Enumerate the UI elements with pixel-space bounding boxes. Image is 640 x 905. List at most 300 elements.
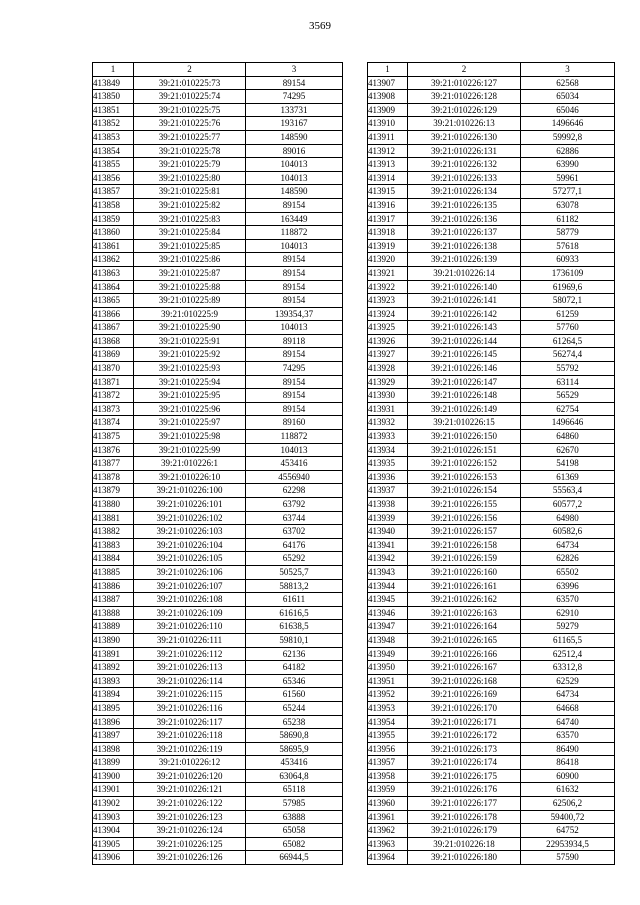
table-row [368, 579, 615, 593]
cadastral-number-cell: 39:21:010225:93 [134, 362, 246, 376]
table-row [368, 90, 615, 104]
value-cell: 64734 [521, 538, 615, 552]
table-row [368, 348, 615, 362]
table-row [93, 661, 343, 675]
row-number-cell: 413876 [93, 443, 134, 457]
value-cell: 61369 [521, 470, 615, 484]
row-number-cell: 413917 [368, 212, 408, 226]
table-row [93, 90, 343, 104]
table-row [93, 837, 343, 851]
value-cell: 57277,1 [521, 185, 615, 199]
cadastral-number-cell: 39:21:010226:116 [134, 701, 246, 715]
table-row [93, 375, 343, 389]
table-row [368, 334, 615, 348]
table-row [368, 103, 615, 117]
table-row [93, 185, 343, 199]
row-number-cell: 413879 [93, 484, 134, 498]
row-number-cell: 413858 [93, 198, 134, 212]
cadastral-number-cell: 39:21:010226:168 [408, 674, 521, 688]
table-row [368, 756, 615, 770]
value-cell: 64752 [521, 824, 615, 838]
value-cell: 89154 [246, 76, 343, 90]
table-row [368, 362, 615, 376]
value-cell: 59400,72 [521, 810, 615, 824]
row-number-cell: 413856 [93, 171, 134, 185]
table-row [93, 457, 343, 471]
row-number-cell: 413906 [93, 851, 134, 865]
cadastral-number-cell: 39:21:010226:161 [408, 579, 521, 593]
table-row [368, 171, 615, 185]
cadastral-number-cell: 39:21:010226:156 [408, 511, 521, 525]
row-number-cell: 413935 [368, 457, 408, 471]
value-cell: 65502 [521, 565, 615, 579]
table-row [93, 362, 343, 376]
column-header-1: 1 [93, 63, 134, 77]
table-row [93, 198, 343, 212]
row-number-cell: 413948 [368, 633, 408, 647]
table-row [368, 769, 615, 783]
table-row [93, 701, 343, 715]
value-cell: 62886 [521, 144, 615, 158]
value-cell: 74295 [246, 90, 343, 104]
cadastral-number-cell: 39:21:010226:149 [408, 402, 521, 416]
row-number-cell: 413943 [368, 565, 408, 579]
value-cell: 104013 [246, 171, 343, 185]
row-number-cell: 413956 [368, 742, 408, 756]
cadastral-number-cell: 39:21:010226:151 [408, 443, 521, 457]
value-cell: 62512,4 [521, 647, 615, 661]
value-cell: 104013 [246, 443, 343, 457]
row-number-cell: 413939 [368, 511, 408, 525]
table-row [368, 280, 615, 294]
row-number-cell: 413902 [93, 797, 134, 811]
row-number-cell: 413880 [93, 498, 134, 512]
value-cell: 58813,2 [246, 579, 343, 593]
column-header-3: 3 [246, 63, 343, 77]
cadastral-number-cell: 39:21:010226:166 [408, 647, 521, 661]
row-number-cell: 413921 [368, 266, 408, 280]
value-cell: 104013 [246, 321, 343, 335]
row-number-cell: 413963 [368, 837, 408, 851]
row-number-cell: 413909 [368, 103, 408, 117]
table-header-row [368, 63, 615, 77]
table-row [93, 484, 343, 498]
table-row [93, 715, 343, 729]
row-number-cell: 413961 [368, 810, 408, 824]
cadastral-number-cell: 39:21:010226:159 [408, 552, 521, 566]
row-number-cell: 413946 [368, 606, 408, 620]
row-number-cell: 413852 [93, 117, 134, 131]
value-cell: 66944,5 [246, 851, 343, 865]
table-row [93, 729, 343, 743]
cadastral-number-cell: 39:21:010225:75 [134, 103, 246, 117]
value-cell: 63990 [521, 158, 615, 172]
cadastral-number-cell: 39:21:010225:81 [134, 185, 246, 199]
table-row [368, 239, 615, 253]
value-cell: 1496646 [521, 117, 615, 131]
row-number-cell: 413900 [93, 769, 134, 783]
table-row [93, 171, 343, 185]
cadastral-number-cell: 39:21:010225:77 [134, 130, 246, 144]
value-cell: 104013 [246, 239, 343, 253]
table-row [93, 76, 343, 90]
table-row [368, 606, 615, 620]
cadastral-number-cell: 39:21:010226:150 [408, 430, 521, 444]
table-row [368, 198, 615, 212]
row-number-cell: 413914 [368, 171, 408, 185]
row-number-cell: 413850 [93, 90, 134, 104]
table-row [368, 76, 615, 90]
row-number-cell: 413911 [368, 130, 408, 144]
row-number-cell: 413866 [93, 307, 134, 321]
cadastral-number-cell: 39:21:010226:113 [134, 661, 246, 675]
value-cell: 63570 [521, 593, 615, 607]
cadastral-number-cell: 39:21:010226:118 [134, 729, 246, 743]
row-number-cell: 413929 [368, 375, 408, 389]
table-row [368, 783, 615, 797]
row-number-cell: 413957 [368, 756, 408, 770]
cadastral-number-cell: 39:21:010226:140 [408, 280, 521, 294]
row-number-cell: 413874 [93, 416, 134, 430]
value-cell: 86418 [521, 756, 615, 770]
table-row [368, 797, 615, 811]
row-number-cell: 413878 [93, 470, 134, 484]
row-number-cell: 413932 [368, 416, 408, 430]
value-cell: 89016 [246, 144, 343, 158]
row-number-cell: 413864 [93, 280, 134, 294]
table-row [368, 375, 615, 389]
value-cell: 63114 [521, 375, 615, 389]
row-number-cell: 413950 [368, 661, 408, 675]
row-number-cell: 413870 [93, 362, 134, 376]
value-cell: 133731 [246, 103, 343, 117]
cadastral-number-cell: 39:21:010226:18 [408, 837, 521, 851]
row-number-cell: 413884 [93, 552, 134, 566]
cadastral-number-cell: 39:21:010226:132 [408, 158, 521, 172]
cadastral-number-cell: 39:21:010225:74 [134, 90, 246, 104]
table-row [93, 579, 343, 593]
cadastral-number-cell: 39:21:010225:86 [134, 253, 246, 267]
value-cell: 65034 [521, 90, 615, 104]
column-header-3: 3 [521, 63, 615, 77]
table-row [93, 280, 343, 294]
row-number-cell: 413907 [368, 76, 408, 90]
value-cell: 148590 [246, 185, 343, 199]
value-cell: 22953934,5 [521, 837, 615, 851]
table-row [93, 606, 343, 620]
value-cell: 65118 [246, 783, 343, 797]
table-row [93, 797, 343, 811]
value-cell: 58695,9 [246, 742, 343, 756]
row-number-cell: 413933 [368, 430, 408, 444]
row-number-cell: 413927 [368, 348, 408, 362]
table-row [93, 525, 343, 539]
value-cell: 89160 [246, 416, 343, 430]
table-row [368, 647, 615, 661]
table-row [368, 185, 615, 199]
cadastral-number-cell: 39:21:010226:109 [134, 606, 246, 620]
table-row [368, 144, 615, 158]
cadastral-number-cell: 39:21:010226:127 [408, 76, 521, 90]
cadastral-number-cell: 39:21:010225:97 [134, 416, 246, 430]
value-cell: 62670 [521, 443, 615, 457]
cadastral-number-cell: 39:21:010226:129 [408, 103, 521, 117]
cadastral-number-cell: 39:21:010226:125 [134, 837, 246, 851]
value-cell: 55563,4 [521, 484, 615, 498]
table-row [93, 742, 343, 756]
value-cell: 60582,6 [521, 525, 615, 539]
table-row [368, 824, 615, 838]
value-cell: 61616,5 [246, 606, 343, 620]
value-cell: 62506,2 [521, 797, 615, 811]
cadastral-number-cell: 39:21:010226:128 [408, 90, 521, 104]
cadastral-number-cell: 39:21:010225:96 [134, 402, 246, 416]
row-number-cell: 413888 [93, 606, 134, 620]
value-cell: 1736109 [521, 266, 615, 280]
value-cell: 61969,6 [521, 280, 615, 294]
table-row [93, 851, 343, 865]
cadastral-number-cell: 39:21:010226:177 [408, 797, 521, 811]
cadastral-number-cell: 39:21:010226:179 [408, 824, 521, 838]
table-row [368, 674, 615, 688]
value-cell: 65046 [521, 103, 615, 117]
table-row [93, 552, 343, 566]
row-number-cell: 413899 [93, 756, 134, 770]
table-row [368, 484, 615, 498]
row-number-cell: 413941 [368, 538, 408, 552]
row-number-cell: 413886 [93, 579, 134, 593]
table-row [93, 538, 343, 552]
value-cell: 89154 [246, 280, 343, 294]
table-row [93, 498, 343, 512]
table-row [368, 130, 615, 144]
table-row [368, 742, 615, 756]
row-number-cell: 413883 [93, 538, 134, 552]
row-number-cell: 413953 [368, 701, 408, 715]
cadastral-number-cell: 39:21:010226:15 [408, 416, 521, 430]
cadastral-number-cell: 39:21:010225:73 [134, 76, 246, 90]
value-cell: 453416 [246, 457, 343, 471]
value-cell: 89154 [246, 266, 343, 280]
row-number-cell: 413905 [93, 837, 134, 851]
table-row [368, 688, 615, 702]
row-number-cell: 413875 [93, 430, 134, 444]
row-number-cell: 413895 [93, 701, 134, 715]
table-row [368, 253, 615, 267]
table-row [368, 226, 615, 240]
cadastral-number-cell: 39:21:010226:163 [408, 606, 521, 620]
cadastral-number-cell: 39:21:010226:115 [134, 688, 246, 702]
table-row [368, 565, 615, 579]
value-cell: 59810,1 [246, 633, 343, 647]
value-cell: 61259 [521, 307, 615, 321]
table-row [368, 511, 615, 525]
table-row [368, 430, 615, 444]
table-row [93, 212, 343, 226]
row-number-cell: 413904 [93, 824, 134, 838]
cadastral-number-cell: 39:21:010226:10 [134, 470, 246, 484]
row-number-cell: 413954 [368, 715, 408, 729]
row-number-cell: 413919 [368, 239, 408, 253]
row-number-cell: 413936 [368, 470, 408, 484]
table-row [93, 307, 343, 321]
row-number-cell: 413926 [368, 334, 408, 348]
cadastral-number-cell: 39:21:010226:162 [408, 593, 521, 607]
table-row [93, 266, 343, 280]
cadastral-number-cell: 39:21:010225:88 [134, 280, 246, 294]
value-cell: 89154 [246, 294, 343, 308]
table-row [368, 117, 615, 131]
table-row [93, 756, 343, 770]
table-row [368, 498, 615, 512]
row-number-cell: 413892 [93, 661, 134, 675]
cadastral-number-cell: 39:21:010226:124 [134, 824, 246, 838]
value-cell: 89154 [246, 253, 343, 267]
cadastral-number-cell: 39:21:010225:76 [134, 117, 246, 131]
cadastral-number-cell: 39:21:010226:133 [408, 171, 521, 185]
table-row [93, 416, 343, 430]
table-row [368, 525, 615, 539]
value-cell: 61632 [521, 783, 615, 797]
table-row [93, 103, 343, 117]
value-cell: 58690,8 [246, 729, 343, 743]
value-cell: 89154 [246, 198, 343, 212]
row-number-cell: 413881 [93, 511, 134, 525]
cadastral-number-cell: 39:21:010226:173 [408, 742, 521, 756]
value-cell: 63744 [246, 511, 343, 525]
table-row [93, 402, 343, 416]
cadastral-number-cell: 39:21:010226:180 [408, 851, 521, 865]
cadastral-number-cell: 39:21:010226:171 [408, 715, 521, 729]
table-row [93, 253, 343, 267]
table-row [93, 565, 343, 579]
row-number-cell: 413893 [93, 674, 134, 688]
table-row [93, 348, 343, 362]
row-number-cell: 413873 [93, 402, 134, 416]
table-row [93, 810, 343, 824]
value-cell: 56274,4 [521, 348, 615, 362]
table-row [368, 729, 615, 743]
table-row [93, 430, 343, 444]
table-row [368, 715, 615, 729]
row-number-cell: 413915 [368, 185, 408, 199]
cadastral-number-cell: 39:21:010225:91 [134, 334, 246, 348]
cadastral-number-cell: 39:21:010226:120 [134, 769, 246, 783]
table-row [93, 130, 343, 144]
value-cell: 163449 [246, 212, 343, 226]
cadastral-number-cell: 39:21:010226:103 [134, 525, 246, 539]
cadastral-number-cell: 39:21:010226:167 [408, 661, 521, 675]
row-number-cell: 413918 [368, 226, 408, 240]
cadastral-number-cell: 39:21:010225:79 [134, 158, 246, 172]
row-number-cell: 413955 [368, 729, 408, 743]
row-number-cell: 413922 [368, 280, 408, 294]
value-cell: 62568 [521, 76, 615, 90]
value-cell: 59279 [521, 620, 615, 634]
row-number-cell: 413851 [93, 103, 134, 117]
table-row [93, 158, 343, 172]
cadastral-number-cell: 39:21:010226:144 [408, 334, 521, 348]
cadastral-number-cell: 39:21:010226:123 [134, 810, 246, 824]
table-row [93, 226, 343, 240]
value-cell: 57618 [521, 239, 615, 253]
row-number-cell: 413853 [93, 130, 134, 144]
row-number-cell: 413854 [93, 144, 134, 158]
row-number-cell: 413867 [93, 321, 134, 335]
cadastral-number-cell: 39:21:010226:121 [134, 783, 246, 797]
row-number-cell: 413877 [93, 457, 134, 471]
table-row [93, 144, 343, 158]
cadastral-number-cell: 39:21:010226:105 [134, 552, 246, 566]
cadastral-number-cell: 39:21:010225:98 [134, 430, 246, 444]
value-cell: 86490 [521, 742, 615, 756]
table-row [93, 620, 343, 634]
table-row [93, 824, 343, 838]
row-number-cell: 413938 [368, 498, 408, 512]
value-cell: 61560 [246, 688, 343, 702]
column-header-2: 2 [134, 63, 246, 77]
cadastral-number-cell: 39:21:010226:102 [134, 511, 246, 525]
table-row [368, 457, 615, 471]
value-cell: 63792 [246, 498, 343, 512]
cadastral-number-cell: 39:21:010226:155 [408, 498, 521, 512]
cadastral-number-cell: 39:21:010226:104 [134, 538, 246, 552]
cadastral-number-cell: 39:21:010226:139 [408, 253, 521, 267]
value-cell: 64668 [521, 701, 615, 715]
row-number-cell: 413944 [368, 579, 408, 593]
page-number: 3569 [309, 20, 331, 32]
value-cell: 65238 [246, 715, 343, 729]
cadastral-number-cell: 39:21:010226:14 [408, 266, 521, 280]
value-cell: 89154 [246, 375, 343, 389]
cadastral-number-cell: 39:21:010226:13 [408, 117, 521, 131]
row-number-cell: 413896 [93, 715, 134, 729]
cadastral-number-cell: 39:21:010225:89 [134, 294, 246, 308]
value-cell: 59961 [521, 171, 615, 185]
cadastral-number-cell: 39:21:010226:134 [408, 185, 521, 199]
row-number-cell: 413861 [93, 239, 134, 253]
value-cell: 453416 [246, 756, 343, 770]
cadastral-number-cell: 39:21:010226:137 [408, 226, 521, 240]
value-cell: 89118 [246, 334, 343, 348]
cadastral-number-cell: 39:21:010226:147 [408, 375, 521, 389]
value-cell: 61264,5 [521, 334, 615, 348]
row-number-cell: 413859 [93, 212, 134, 226]
value-cell: 62136 [246, 647, 343, 661]
value-cell: 50525,7 [246, 565, 343, 579]
row-number-cell: 413885 [93, 565, 134, 579]
row-number-cell: 413925 [368, 321, 408, 335]
table-row [368, 416, 615, 430]
registry-table-left [92, 62, 343, 865]
row-number-cell: 413924 [368, 307, 408, 321]
row-number-cell: 413903 [93, 810, 134, 824]
value-cell: 89154 [246, 348, 343, 362]
value-cell: 74295 [246, 362, 343, 376]
row-number-cell: 413868 [93, 334, 134, 348]
row-number-cell: 413949 [368, 647, 408, 661]
cadastral-number-cell: 39:21:010226:165 [408, 633, 521, 647]
table-row [93, 783, 343, 797]
value-cell: 65244 [246, 701, 343, 715]
column-header-2: 2 [408, 63, 521, 77]
cadastral-number-cell: 39:21:010226:12 [134, 756, 246, 770]
table-row [368, 620, 615, 634]
cadastral-number-cell: 39:21:010226:130 [408, 130, 521, 144]
value-cell: 4556940 [246, 470, 343, 484]
table-row [368, 307, 615, 321]
table-row [368, 402, 615, 416]
